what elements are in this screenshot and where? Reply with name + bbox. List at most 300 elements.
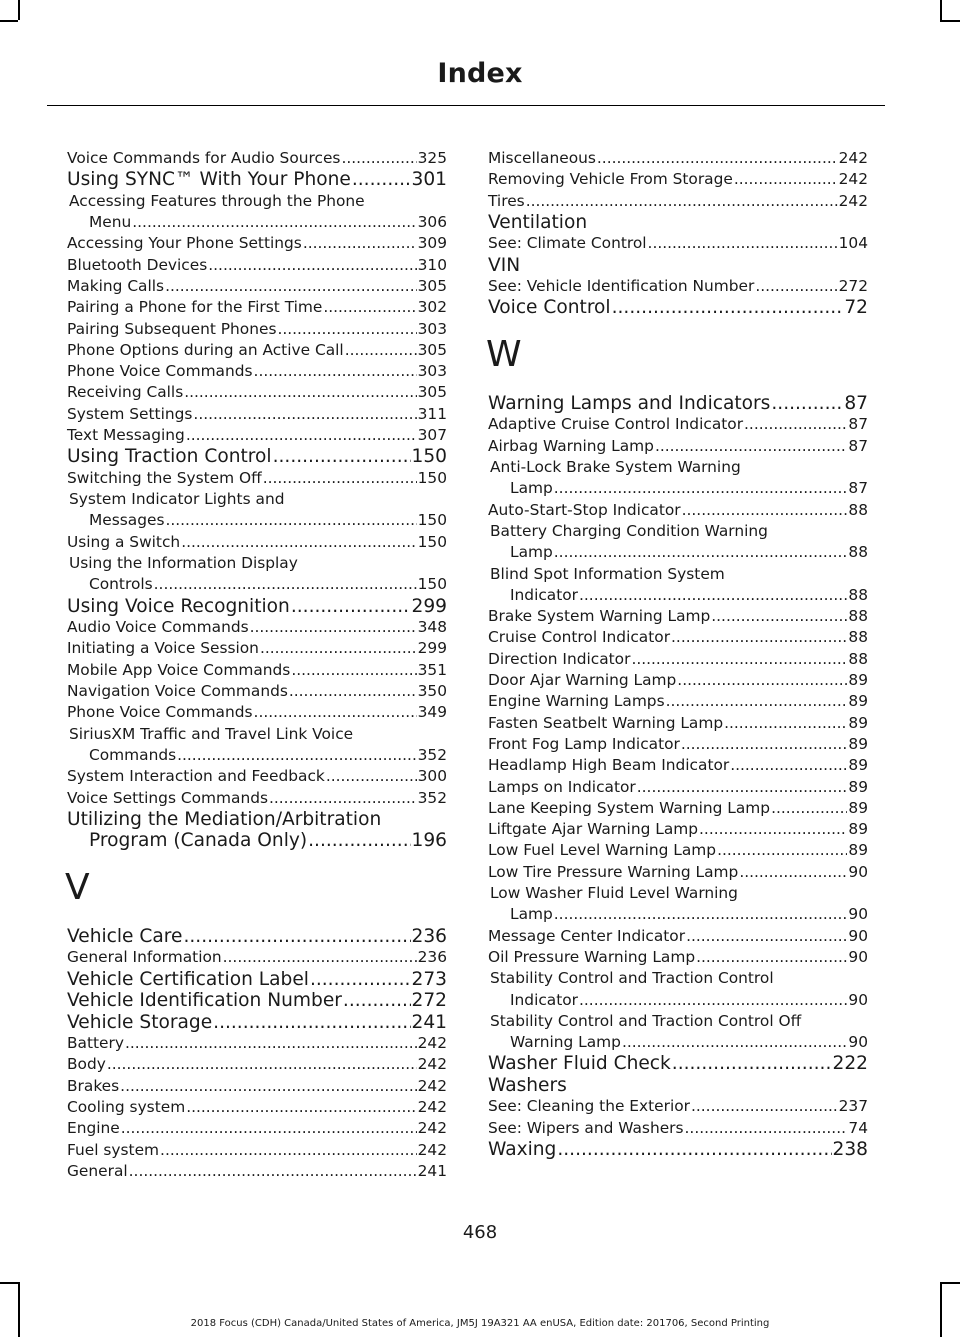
entry-page: 242 [417,1119,447,1138]
crop-mark [940,0,942,20]
index-entry [488,627,868,648]
index-entry [67,788,447,809]
entry-page: 90 [848,926,868,945]
entry-text: Vehicle Care [67,925,183,947]
entry-text: Accessing Features through the Phone [69,191,365,210]
entry-text: Low Fuel Level Warning Lamp [488,841,717,860]
entry-page: 310 [417,255,447,274]
index-entry [488,755,868,776]
entry-text: Anti-Lock Brake System Warning [490,458,741,477]
entry-page: 150 [417,575,447,594]
dot-leader [186,1097,416,1118]
dot-leader [323,297,416,318]
entry-text: Receiving Calls [67,383,184,402]
index-entry [488,862,868,883]
dot-leader [343,990,411,1012]
index-entry [488,414,868,435]
entry-text: System Indicator Lights and [69,490,285,509]
index-entry [67,766,447,787]
entry-page: 88 [848,500,868,519]
entry-page: 150 [417,511,447,530]
entry-text: Body [67,1055,106,1074]
dot-leader [291,596,411,618]
entry-text: Door Ajar Warning Lamp [488,671,677,690]
dot-leader [631,649,847,670]
index-entry [67,1012,447,1034]
entry-text: Bluetooth Devices [67,255,208,274]
dot-leader [739,862,847,883]
entry-text: Low Tire Pressure Warning Lamp [488,862,739,881]
crop-mark [940,1282,960,1284]
index-entry [67,1161,447,1182]
entry-page: 305 [417,276,447,295]
index-entry [488,585,868,606]
entry-text: Miscellaneous [488,149,596,167]
dot-leader [273,446,411,468]
entry-text: Airbag Warning Lamp [488,436,654,455]
entry-page: 242 [417,1034,447,1053]
index-entry [67,1118,447,1139]
index-entry [67,830,447,852]
entry-page: 150 [417,468,447,487]
dot-leader [579,585,847,606]
page-title: Index [437,58,523,89]
dot-leader [671,627,847,648]
dot-leader [260,638,417,659]
entry-page: 150 [417,532,447,551]
entry-page: 272 [411,990,447,1012]
header-divider [47,105,885,106]
entry-page: 236 [417,948,447,967]
dot-leader [326,766,417,787]
dot-leader [303,233,417,254]
dot-leader [132,212,416,233]
entry-page: 88 [848,543,868,562]
entry-page: 88 [848,585,868,604]
entry-page: 241 [411,1011,447,1033]
entry-page: 241 [417,1161,447,1180]
entry-text: Waxing [488,1138,557,1160]
index-entry [488,191,868,212]
entry-text: Blind Spot Information System [490,564,725,583]
index-entry [488,297,868,319]
entry-page: 104 [838,234,868,253]
dot-leader [685,1118,848,1139]
index-entry [67,969,447,991]
entry-page: 236 [411,925,447,947]
entry-text: Warning Lamp [510,1033,621,1052]
entry-text: Vehicle Identification Number [67,990,342,1012]
index-entry [488,819,868,840]
index-entry [67,276,447,297]
dot-leader [526,191,838,212]
entry-page: 88 [848,649,868,668]
page-number: 468 [462,1222,498,1243]
dot-leader [121,1118,417,1139]
index-entry [67,510,447,531]
dot-leader [254,702,417,723]
entry-text: Pairing Subsequent Phones [67,319,277,338]
entry-text: See: Wipers and Washers [488,1118,684,1137]
dot-leader [269,788,417,809]
crop-mark [0,1282,18,1284]
section-letter: W [486,333,522,375]
entry-page: 87 [844,392,868,414]
entry-text: Cooling system [67,1098,186,1116]
index-entry [488,734,868,755]
dot-leader [341,148,416,169]
dot-leader [213,1012,410,1034]
entry-page: 74 [848,1118,868,1137]
entry-text: Tires [488,191,525,210]
entry-page: 89 [848,777,868,796]
dot-leader [289,681,417,702]
dot-leader [160,1140,417,1161]
dot-leader [744,414,847,435]
entry-page: 89 [848,713,868,732]
entry-text: Navigation Voice Commands [67,682,288,701]
dot-leader [672,1053,832,1075]
dot-leader [308,830,410,852]
dot-leader [165,510,416,531]
entry-text: Front Fog Lamp Indicator [488,734,680,753]
entry-page: 299 [417,639,447,658]
index-entry [67,148,447,169]
dot-leader [755,276,837,297]
entry-text: Warning Lamps and Indicators [488,392,771,414]
entry-page: 90 [848,905,868,924]
index-entry [488,478,868,499]
entry-text: Direction Indicator [488,649,631,668]
entry-text: Phone Voice Commands [67,362,253,381]
index-entry [488,926,868,947]
crop-mark [940,20,960,22]
entry-page: 89 [848,671,868,690]
entry-text: SiriusXM Traffic and Travel Link Voice [69,724,354,743]
entry-page: 89 [848,734,868,753]
dot-leader [699,819,847,840]
entry-page: 300 [417,767,447,786]
index-entry [67,446,447,468]
entry-text: Menu [89,213,132,232]
dot-leader [223,947,417,968]
entry-text: System Interaction and Feedback [67,767,325,786]
entry-page: 88 [848,628,868,647]
entry-text: Pairing a Phone for the First Time [67,298,323,317]
entry-page: 150 [411,446,447,468]
entry-text: Commands [89,745,177,764]
entry-text: Lamp [510,543,553,562]
dot-leader [352,169,411,191]
entry-text: Battery Charging Condition Warning [490,521,768,540]
index-entry [67,574,447,595]
index-entry [488,1118,868,1139]
index-entry [488,798,868,819]
crop-mark [18,0,20,20]
index-entry [67,702,447,723]
entry-page: 237 [838,1097,868,1116]
entry-text: Indicator [510,990,579,1009]
entry-text: Using the Information Display [69,554,298,573]
entry-text: Fasten Seatbelt Warning Lamp [488,713,724,732]
index-entry [488,393,868,415]
index-entry [488,148,868,169]
entry-page: 90 [848,947,868,966]
index-heading: Washers [488,1074,567,1096]
index-column-right [488,148,868,1160]
dot-leader [597,148,838,169]
index-entry [67,1097,447,1118]
entry-text: Auto-Start-Stop Indicator [488,500,681,519]
entry-text: Voice Settings Commands [67,788,268,807]
entry-text: Lane Keeping System Warning Lamp [488,798,771,817]
entry-page: 242 [417,1076,447,1095]
entry-page: 303 [417,362,447,381]
entry-page: 352 [417,788,447,807]
dot-leader [724,713,847,734]
index-entry [67,361,447,382]
entry-page: 87 [848,436,868,455]
dot-leader [557,1139,831,1161]
dot-leader [677,670,847,691]
index-entry [488,542,868,563]
entry-page: 87 [848,479,868,498]
dot-leader [554,478,848,499]
entry-text: Message Center Indicator [488,926,686,945]
entry-page: 302 [417,298,447,317]
entry-page: 222 [832,1053,868,1075]
entry-page: 351 [417,660,447,679]
entry-page: 305 [417,383,447,402]
entry-text: General [67,1161,128,1180]
dot-leader [734,169,838,190]
entry-text: Program (Canada Only) [89,830,308,852]
index-entry [488,436,868,457]
dot-leader [250,617,417,638]
dot-leader [120,1076,416,1097]
dot-leader [345,340,417,361]
dot-leader [208,255,416,276]
entry-text: Using Voice Recognition [67,595,290,617]
dot-leader [655,436,847,457]
entry-text: Engine [67,1119,120,1138]
dot-leader [637,777,848,798]
entry-page: 311 [417,404,447,423]
entry-text: Removing Vehicle From Storage [488,170,733,189]
index-entry [67,1033,447,1054]
index-entry [488,713,868,734]
entry-page: 306 [417,213,447,232]
entry-text: Washer Fluid Check [488,1053,671,1075]
entry-page: 299 [411,595,447,617]
entry-text: Accessing Your Phone Settings [67,234,302,253]
dot-leader [277,319,416,340]
entry-text: System Settings [67,404,193,423]
section-letter: V [65,866,90,908]
entry-page: 242 [838,170,868,189]
index-entry [67,745,447,766]
index-entry [488,777,868,798]
entry-page: 90 [848,1033,868,1052]
entry-text: Switching the System Off [67,468,262,487]
index-entry [67,297,447,318]
index-entry [488,169,868,190]
dot-leader [579,990,847,1011]
entry-page: 242 [417,1098,447,1116]
entry-page: 242 [417,1140,447,1159]
entry-page: 242 [417,1055,447,1074]
dot-leader [291,660,416,681]
dot-leader [691,1096,838,1117]
dot-leader [681,734,848,755]
entry-page: 325 [417,149,447,167]
dot-leader [771,798,847,819]
index-entry [488,606,868,627]
dot-leader [181,532,416,553]
dot-leader [310,969,411,991]
dot-leader [193,404,416,425]
dot-leader [554,904,848,925]
entry-text: Vehicle Certification Label [67,968,309,990]
entry-text: See: Climate Control [488,234,647,253]
entry-text: Phone Options during an Active Call [67,340,344,359]
entry-page: 89 [848,692,868,711]
index-entry [67,617,447,638]
entry-text: Liftgate Ajar Warning Lamp [488,820,699,839]
index-entry [488,904,868,925]
index-entry [488,233,868,254]
index-entry [67,947,447,968]
entry-page: 242 [838,149,868,167]
index-entry [67,255,447,276]
index-entry [488,1032,868,1053]
entry-text: Using SYNC™ With Your Phone [67,169,351,191]
entry-page: 89 [848,841,868,860]
dot-leader [263,468,417,489]
dot-leader [125,1033,417,1054]
footer-edition-info: 2018 Focus (CDH) Canada/United States of America, JM5J 19A321 AA enUSA, Edition date: 201706, Second Printing [190,1318,770,1329]
index-entry [488,649,868,670]
dot-leader [730,755,847,776]
index-entry [67,169,447,191]
entry-text: Audio Voice Commands [67,618,249,637]
entry-text: See: Cleaning the Exterior [488,1097,690,1116]
index-entry [488,1139,868,1161]
dot-leader [696,947,847,968]
entry-text: Utilizing the Mediation/Arbitration [67,808,382,830]
entry-text: See: Vehicle Identification Number [488,277,755,296]
index-entry [488,947,868,968]
entry-text: Text Messaging [67,426,185,445]
index-entry [67,404,447,425]
index-column-left [67,148,447,1182]
entry-text: Fuel system [67,1140,160,1159]
index-entry [67,340,447,361]
index-entry [67,319,447,340]
index-entry [488,500,868,521]
index-entry [67,660,447,681]
entry-text: Lamp [510,479,553,498]
dot-leader [177,745,416,766]
entry-page: 89 [848,798,868,817]
entry-page: 273 [411,968,447,990]
entry-page: 272 [838,277,868,296]
entry-text: Making Calls [67,276,165,295]
dot-leader [711,606,847,627]
entry-text: Headlamp High Beam Indicator [488,756,730,775]
entry-page: 89 [848,820,868,839]
entry-text: Controls [89,575,153,594]
dot-leader [129,1161,417,1182]
dot-leader [254,361,417,382]
dot-leader [165,276,417,297]
entry-page: 352 [417,745,447,764]
entry-text: Using Traction Control [67,446,272,468]
index-entry [488,276,868,297]
index-entry [67,1076,447,1097]
index-heading: Ventilation [488,211,588,233]
entry-text: Messages [89,511,165,530]
index-entry [67,382,447,403]
entry-text: Phone Voice Commands [67,703,253,722]
index-heading: VIN [488,254,521,276]
dot-leader [686,926,847,947]
entry-text: Lamp [510,905,553,924]
entry-text: Cruise Control Indicator [488,628,671,647]
dot-leader [666,691,848,712]
dot-leader [154,574,417,595]
entry-page: 305 [417,340,447,359]
index-entry [67,468,447,489]
entry-text: Low Washer Fluid Level Warning [490,884,738,903]
index-entry [67,212,447,233]
dot-leader [682,500,848,521]
dot-leader [771,393,843,415]
dot-leader [648,233,838,254]
index-entry [67,1054,447,1075]
dot-leader [622,1032,847,1053]
entry-text: Battery [67,1034,124,1053]
entry-page: 242 [838,191,868,210]
entry-page: 196 [411,830,447,852]
entry-text: Voice Commands for Audio Sources [67,149,341,167]
dot-leader [184,382,416,403]
dot-leader [612,297,844,319]
entry-text: Indicator [510,585,579,604]
index-entry [67,638,447,659]
index-entry [488,691,868,712]
dot-leader [107,1054,417,1075]
dot-leader [186,425,417,446]
entry-page: 307 [417,426,447,445]
dot-leader [717,840,847,861]
entry-text: Brake System Warning Lamp [488,607,711,626]
index-entry [67,926,447,948]
index-entry [488,840,868,861]
index-entry [488,670,868,691]
entry-page: 301 [411,169,447,191]
entry-text: Stability Control and Traction Control [490,969,774,988]
index-entry [488,1053,868,1075]
entry-page: 90 [848,862,868,881]
entry-page: 90 [848,990,868,1009]
index-entry [67,681,447,702]
entry-text: Adaptive Cruise Control Indicator [488,415,744,434]
index-entry [67,596,447,618]
index-entry [488,1096,868,1117]
entry-page: 88 [848,607,868,626]
dot-leader [554,542,848,563]
